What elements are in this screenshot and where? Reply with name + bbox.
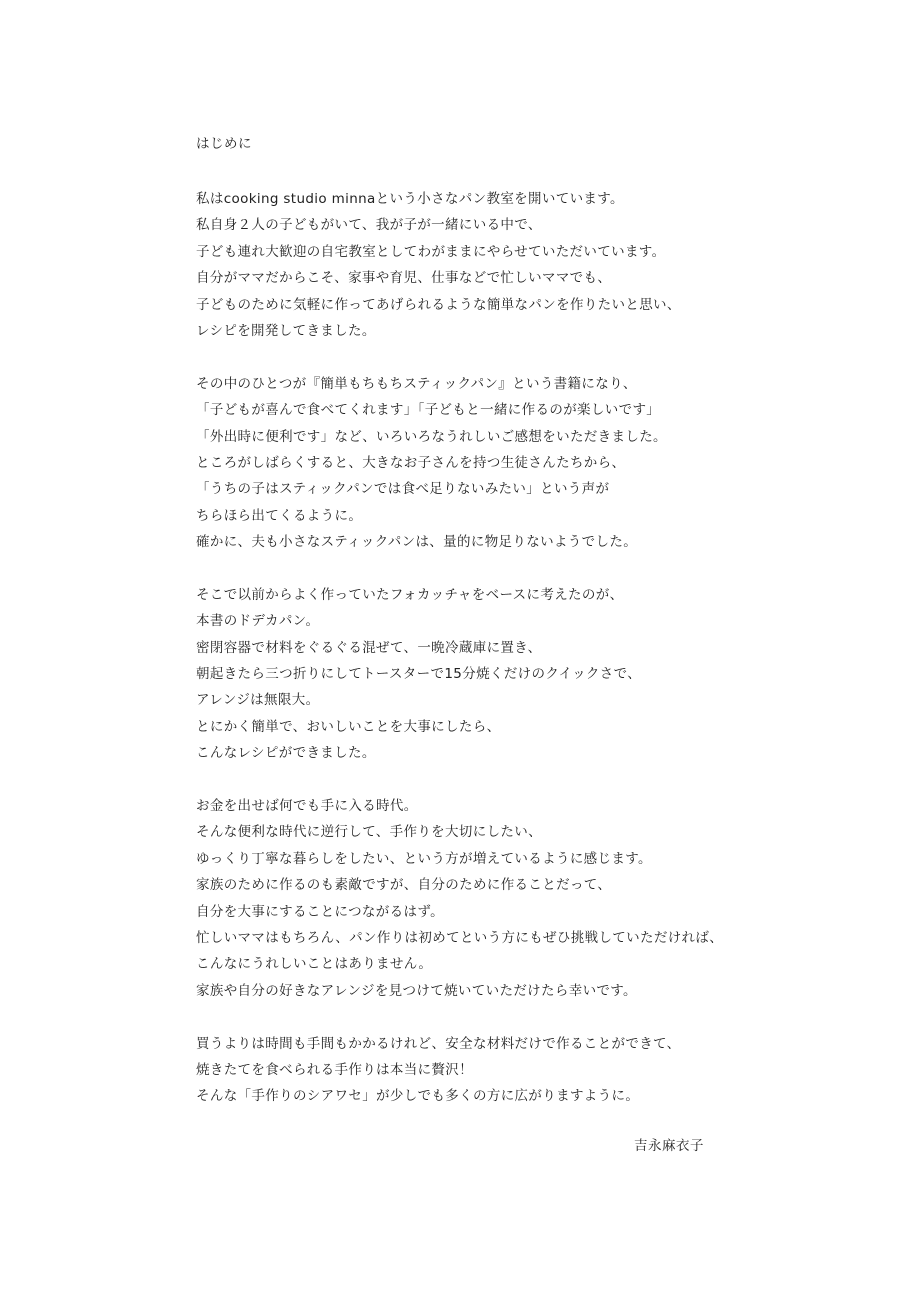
text-line: 自分がママだからこそ、家事や育児、仕事などで忙しいママでも、 [196,270,612,287]
text-line: 焼きたてを食べられる手作りは本当に贅沢！ [196,1061,473,1078]
text-line: 確かに、夫も小さなスティックパンは、量的に物足りないようでした。 [196,534,638,551]
text-line: 「外出時に便利です」など、いろいろなうれしいご感想をいただきました。 [196,428,667,445]
text-line: ところがしばらくすると、大きなお子さんを持つ生徒さんたちから、 [196,454,626,471]
text-line: 家族のために作るのも素敵ですが、自分のために作ることだって、 [196,877,612,894]
text-line: レシピを開発してきました。 [196,322,376,339]
author-signature: 吉永麻衣子 [634,1138,704,1154]
text-line: 買うよりは時間も手間もかかるけれど、安全な材料だけで作ることができて、 [196,1035,681,1052]
text-line: ゆっくり丁寧な暮らしをしたい、という方が増えているように感じます。 [196,850,652,867]
paragraph [196,186,756,344]
paragraph [196,582,756,767]
text-line: 「子どもが喜んで食べてくれます」「子どもと一緒に作るのが楽しいです」 [196,402,661,419]
document-body [196,186,756,1136]
text-line: 忙しいママはもちろん、パン作りは初めてという方にもぜひ挑戦していただければ、 [196,929,724,946]
paragraph [196,1031,756,1110]
text-line: 私自身２人の子どもがいて、我が子が一緒にいる中で、 [196,217,542,234]
text-line: 本書のドデカパン。 [196,613,320,630]
text-line: こんなレシピができました。 [196,745,376,762]
text-line: そんな便利な時代に逆行して、手作りを大切にしたい、 [196,824,542,841]
text-line: 私はcooking studio minnaという小さなパン教室を開いています。 [196,191,624,207]
text-line: 「うちの子はスティックパンでは食べ足りないみたい」という声が [196,481,610,498]
text-line: 自分を大事にすることにつながるはず。 [196,903,444,920]
text-line: 朝起きたら三つ折りにしてトースターで15分焼くだけのクイックさで、 [196,666,642,683]
text-line: 子どものために気軽に作ってあげられるような簡単なパンを作りたいと思い、 [196,296,681,313]
text-line: 家族や自分の好きなアレンジを見つけて焼いていただけたら幸いです。 [196,982,637,999]
text-line: 密閉容器で材料をぐるぐる混ぜて、一晩冷蔵庫に置き、 [196,639,542,656]
text-line: そこで以前からよく作っていたフォカッチャをベースに考えたのが、 [196,586,624,603]
text-line: アレンジは無限大。 [196,692,320,709]
paragraph [196,793,756,1004]
text-line: こんなにうれしいことはありません。 [196,956,433,973]
paragraph [196,371,756,556]
page-title: はじめに [196,136,252,152]
text-line: そんな「手作りのシアワセ」が少しでも多くの方に広がりますように。 [196,1088,640,1105]
text-line: ちらほら出てくるように。 [196,507,363,524]
text-line: 子ども連れ大歓迎の自宅教室としてわがままにやらせていただいています。 [196,243,666,260]
text-line: とにかく簡単で、おいしいことを大事にしたら、 [196,718,501,735]
text-line: お金を出せば何でも手に入る時代。 [196,797,418,814]
text-line: その中のひとつが『簡単もちもちスティックパン』という書籍になり、 [196,375,637,392]
